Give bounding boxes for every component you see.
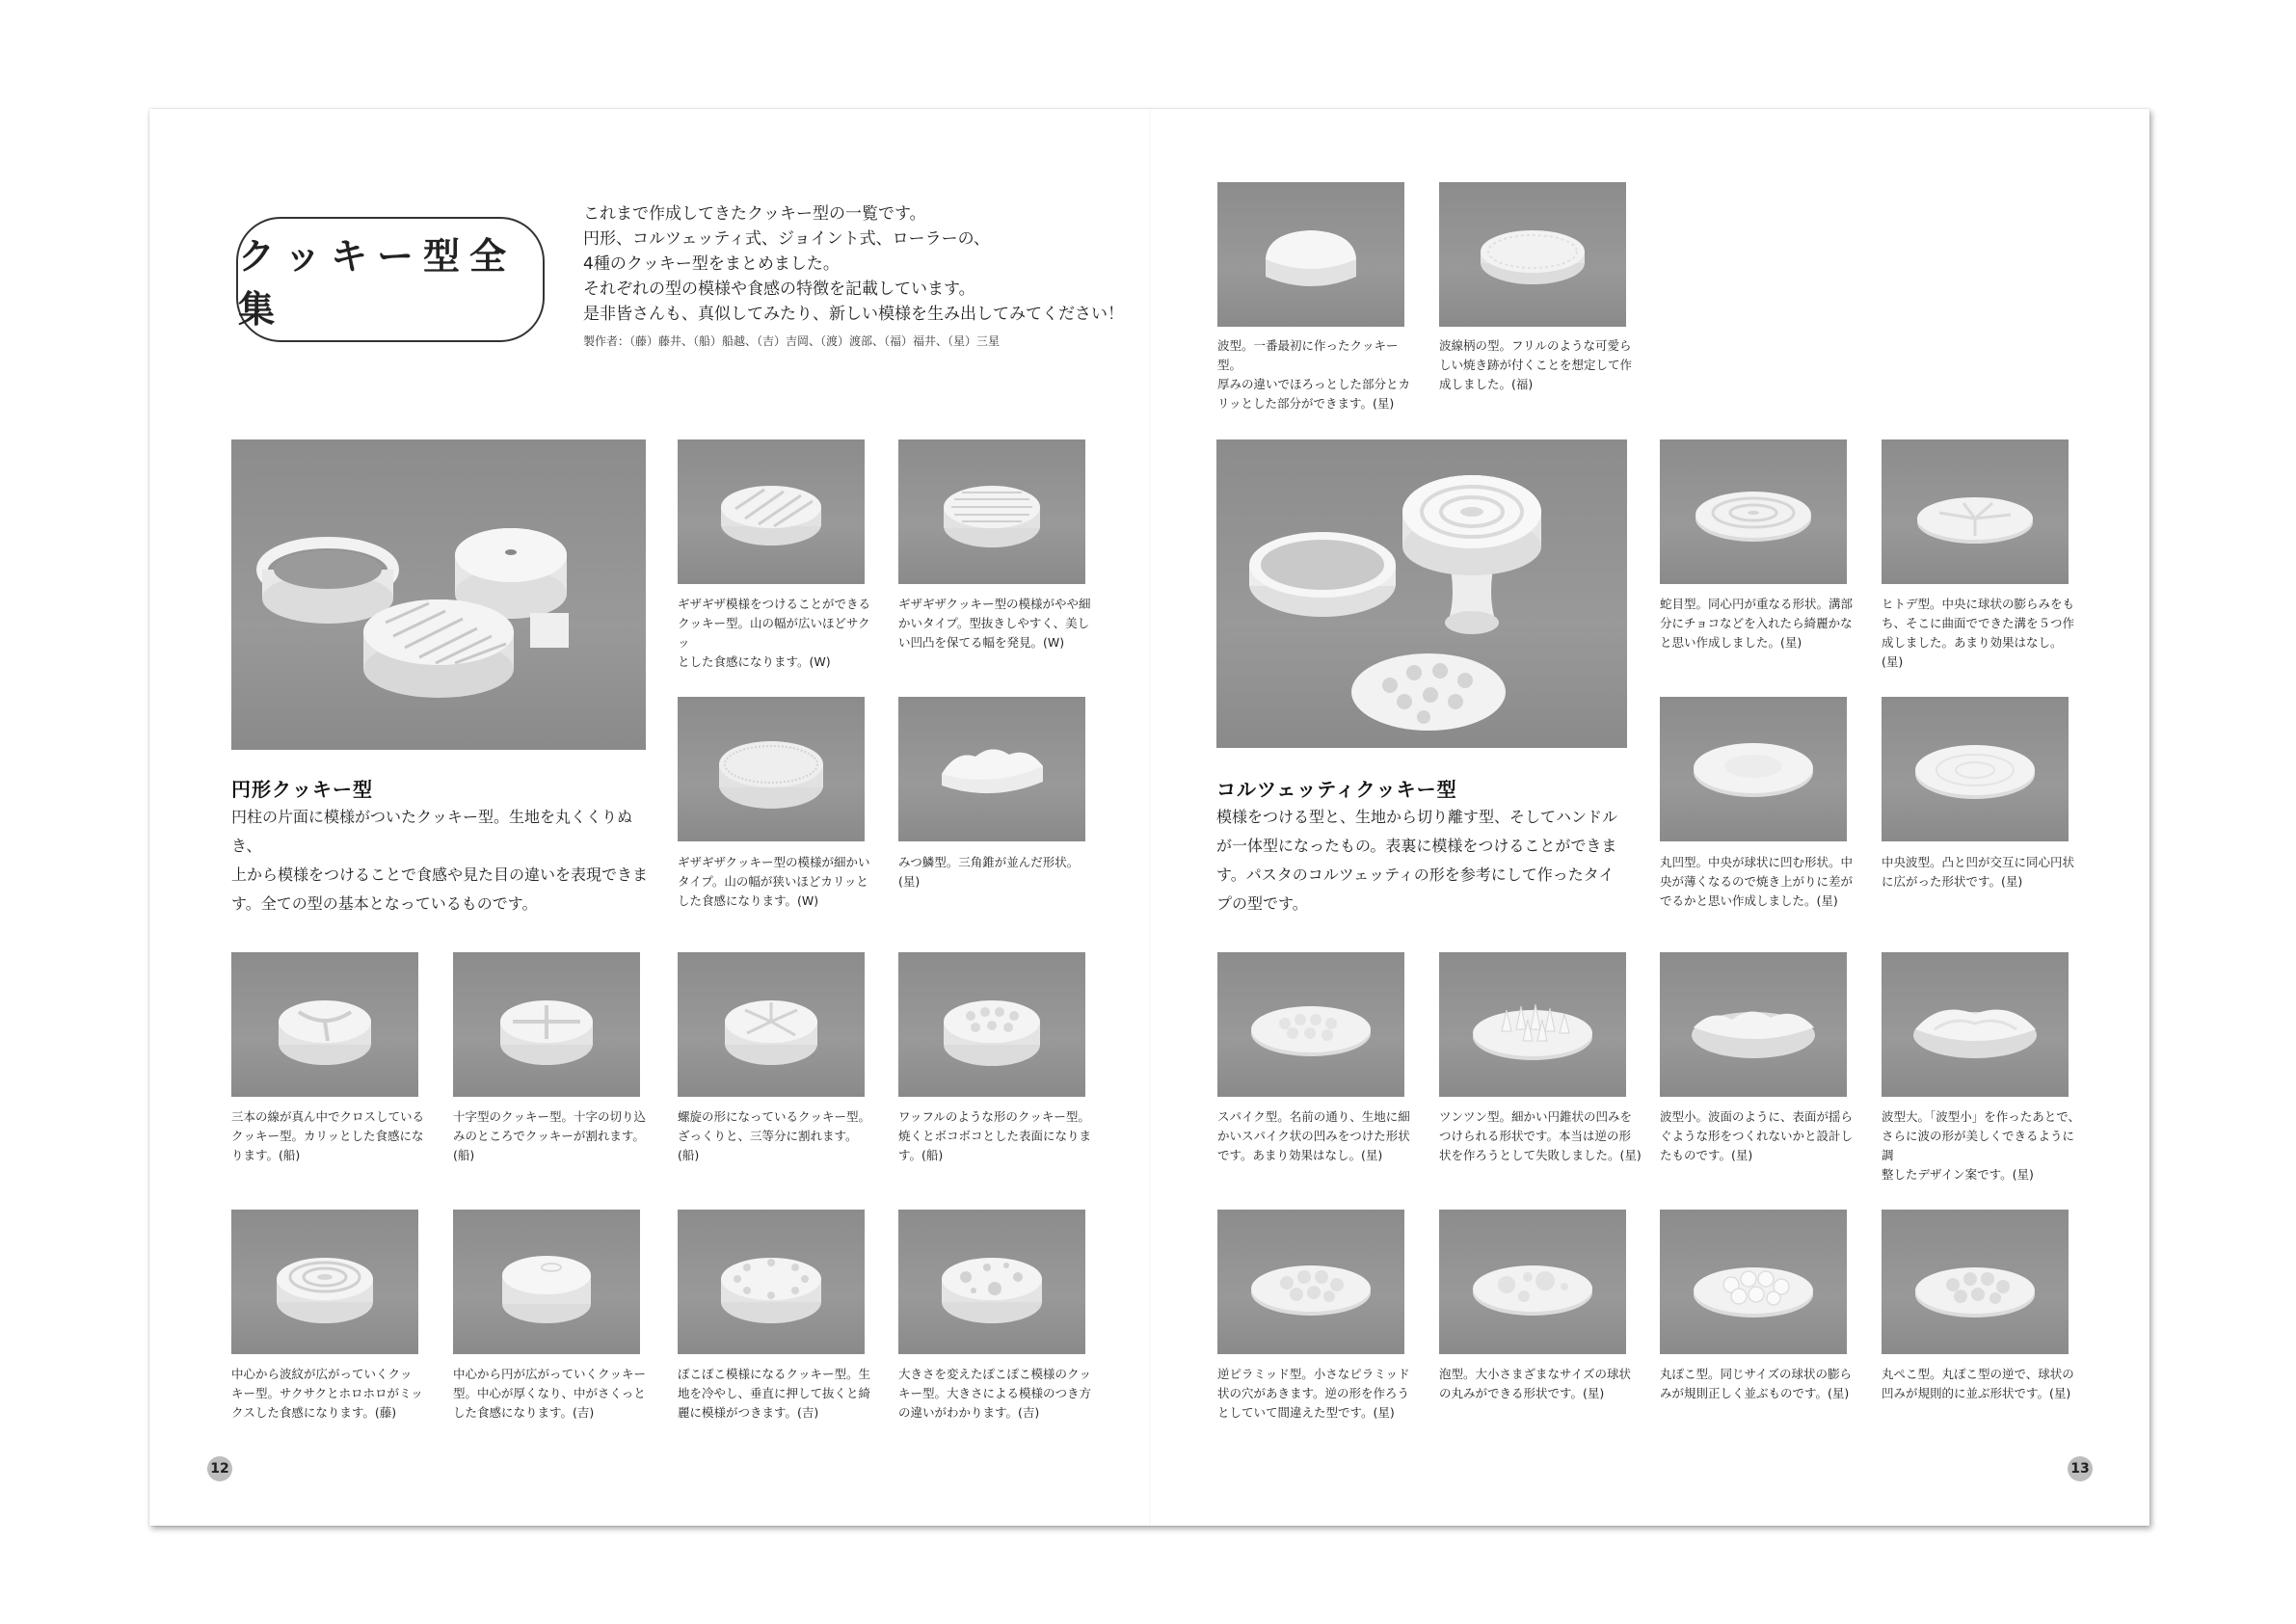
desc-line: 模様をつける型と、生地から切り離す型、そしてハンドル [1216,808,1618,826]
caption-line: 状の穴があきます。逆の形を作ろう [1217,1386,1410,1400]
caption-line: 型。中心が厚くなり、中がさくっと [453,1386,646,1400]
photo-zigzag-fine [678,697,865,841]
caption [1660,853,1857,911]
caption [1882,595,2079,672]
photo-wave-first [1217,182,1404,327]
cookie-mold-set-image [231,439,646,750]
photo-starfish [1882,439,2069,584]
caption [231,1365,424,1423]
magazine-spread [149,109,2149,1526]
photo-round-concave [1660,697,1847,841]
caption-line: つけられる形状です。本当は逆の形 [1439,1129,1632,1143]
gutter [1149,109,1151,1526]
desc-line: す。パスタのコルツェッティの形を参考にして作ったタイ [1216,865,1615,884]
caption [678,853,870,911]
caption-line: ります。(船) [231,1148,301,1162]
caption [1217,1365,1420,1423]
caption-line: スパイク型。名前の通り、生地に細 [1217,1109,1410,1124]
photo-ripple [231,1210,418,1354]
caption-line: 地を冷やし、垂直に押して抜くと綺 [678,1386,871,1400]
caption-line: 十字型のクッキー型。十字の切り込 [453,1109,647,1124]
caption-line: タイプ。山の幅が狭いほどカリッと [678,874,868,889]
section-title-round: 円形クッキー型 [231,778,373,801]
caption-line: した食感になります。(吉) [453,1405,595,1420]
caption-line: 逆ピラミッド型。小さなピラミッド [1217,1367,1410,1381]
section-desc-round [231,803,655,918]
caption-line: 丸ぽこ型。同じサイズの球状の膨ら [1660,1367,1853,1381]
caption-line: キー型。サクサクとホロホロがミッ [231,1386,423,1400]
caption-line: した食感になります。(W) [678,893,819,908]
intro-line: 4種のクッキー型をまとめました。 [583,254,840,274]
caption-line: です。あまり効果はなし。(星) [1217,1148,1383,1162]
caption-line: ヒトデ型。中央に球状の膨らみをも [1882,597,2075,611]
photo-tsuntsun [1439,952,1626,1097]
caption-line: (船) [453,1148,475,1162]
caption-line: しい焼き跡が付くことを想定して作 [1439,358,1633,372]
caption-line: 丸ぺこ型。丸ぽこ型の逆で、球状の [1882,1367,2074,1381]
caption [898,1365,1091,1423]
caption-line: 三本の線が真ん中でクロスしている [231,1109,425,1124]
caption-line: 大きさを変えたぽこぽこ模様のクッ [898,1367,1092,1381]
caption-line: 麗に模様がつきます。(吉) [678,1405,819,1420]
photo-wave-small [1660,952,1847,1097]
photo-circle-spread [453,1210,640,1354]
photo-spike [1217,952,1404,1097]
caption [1882,1107,2084,1185]
caption-line: でるかと思い作成しました。(星) [1660,893,1838,908]
caption-line: 成しました。(福) [1439,377,1534,391]
caption-line: クッキー型。山の幅が広いほどサクッ [678,616,870,650]
photo-three-line [231,952,418,1097]
caption [898,1107,1091,1165]
caption-line: と思い作成しました。(星) [1660,635,1802,650]
caption-line: かいタイプ。型抜きしやすく、美し [898,616,1090,630]
photo-scale [898,697,1085,841]
caption-line: 状を作ろうとして失敗しました。(星) [1439,1148,1642,1162]
section-desc-corzetti [1216,803,1641,918]
caption [1660,595,1857,652]
photo-zigzag-wide [678,439,865,584]
caption [898,595,1091,652]
intro-line: これまで作成してきたクッキー型の一覧です。 [583,204,926,224]
photo-maru-peko [1882,1210,2069,1354]
photo-corzetti-set [1216,439,1627,748]
caption [898,853,1091,892]
caption-line: 波線柄の型。フリルのような可愛ら [1439,338,1632,353]
caption-line: い凹凸を保てる幅を発見。(W) [898,635,1065,650]
caption-line: ツンツン型。細かい円錐状の凹みを [1439,1109,1633,1124]
caption [1439,1365,1642,1403]
photo-zigzag-medium [898,439,1085,584]
caption [1660,1107,1857,1165]
caption [1882,1365,2084,1403]
photo-wavy-line [1439,182,1626,327]
photo-dots [678,1210,865,1354]
caption-line: の丸みができる形状です。(星) [1439,1386,1605,1400]
caption [678,595,870,672]
caption-line: 厚みの違いでほろっとした部分とカ [1217,377,1411,391]
caption-line: クスした食感になります。(藤) [231,1405,397,1420]
photo-bubble [1439,1210,1626,1354]
caption-line: 焼くとボコボコとした表面になりま [898,1129,1092,1143]
caption [1217,1107,1415,1165]
caption [453,1365,646,1423]
caption-line: かいスパイク状の凹みをつけた形状 [1217,1129,1410,1143]
caption-line: 波型。一番最初に作ったクッキー型。 [1217,338,1399,372]
caption-line: としていて間違えた型です。(星) [1217,1405,1395,1420]
caption [453,1107,646,1165]
caption-line: みのところでクッキーが割れます。 [453,1129,645,1143]
caption-line: キー型。大きさによる模様のつき方 [898,1386,1092,1400]
corzetti-mold-image [1216,439,1627,748]
caption [1660,1365,1862,1403]
photo-wave-large [1882,952,2069,1097]
photo-maru-poko [1660,1210,1847,1354]
caption-line: 螺旋の形になっているクッキー型。 [678,1109,871,1124]
photo-snake-eye [1660,439,1847,584]
caption-line: ギザギザ模様をつけることができる [678,597,871,611]
caption-line: とした食感になります。(W) [678,654,831,669]
desc-line: 円柱の片面に模様がついたクッキー型。生地を丸くくりぬき、 [231,808,633,855]
caption [1882,853,2079,892]
caption-line: 中央波型。凸と凹が交互に同心円状 [1882,855,2075,869]
caption-line: 中心から波紋が広がっていくクッ [231,1367,413,1381]
caption-line: ギザギザクッキー型の模様がやや細 [898,597,1091,611]
photo-round-set [231,439,646,750]
caption-line: 分にチョコなどを入れたら綺麗かな [1660,616,1853,630]
desc-line: が一体型になったもの。表裏に模様をつけることができま [1216,837,1617,855]
caption [1439,336,1632,394]
desc-line: 上から模様をつけることで食感や見た目の違いを表現できま [231,865,649,884]
caption-line: に広がった形状です。(星) [1882,874,2023,889]
page-number-right: 13 [2068,1456,2093,1481]
caption-line: たものです。(星) [1660,1148,1753,1162]
caption-line: みが規則正しく並ぶものです。(星) [1660,1386,1850,1400]
caption-line: みつ鱗型。三角錐が並んだ形状。(星) [898,855,1080,889]
caption-line: ち、そこに曲面でできた溝を５つ作 [1882,616,2075,630]
credits: 製作者：（藤）藤井、（船）船越、（吉）吉岡、（渡）渡部、（福）福井、（星）三星 [583,334,1001,348]
caption [1217,336,1410,413]
caption-line: 波型大。「波型小」を作ったあとで、 [1882,1109,2081,1124]
caption-line: 央が薄くなるので焼き上がりに差が [1660,874,1854,889]
caption-line: 中心から円が広がっていくクッキー [453,1367,647,1381]
caption-line: ざっくりと、三等分に割れます。(船) [678,1129,858,1162]
caption [678,1365,870,1423]
intro-line: それぞれの型の模様や食感の特徴を記載しています。 [583,280,975,299]
caption-line: す。(船) [898,1148,944,1162]
caption-line: 成しました。あまり効果はなし。(星) [1882,635,2063,669]
caption [231,1107,424,1165]
section-title-corzetti: コルツェッティクッキー型 [1216,778,1457,801]
caption-line: ワッフルのような形のクッキー型。 [898,1109,1090,1124]
caption-line: 凹みが規則的に並ぶ形状です。(星) [1882,1386,2071,1400]
caption-line: ぐような形をつくれないかと設計し [1660,1129,1854,1143]
caption-line: の違いがわかります。(吉) [898,1405,1040,1420]
caption-line: 泡型。大小さまざまなサイズの球状 [1439,1367,1632,1381]
desc-line: す。全ての型の基本となっているものです。 [231,894,538,913]
intro-text [583,201,1123,327]
caption-line: ぽこぽこ模様になるクッキー型。生 [678,1367,871,1381]
caption-line: ギザギザクッキー型の模様が細かい [678,855,870,869]
caption [678,1107,870,1165]
photo-dots-sizes [898,1210,1085,1354]
intro-line: 円形、コルツェッティ式、ジョイント式、ローラーの、 [583,229,990,249]
caption-line: リッとした部分ができます。(星) [1217,396,1395,411]
photo-inverse-pyramid [1217,1210,1404,1354]
photo-spiral [678,952,865,1097]
page-number-left: 12 [207,1456,232,1481]
photo-waffle [898,952,1085,1097]
caption-line: さらに波の形が美しくできるように調 [1882,1129,2075,1162]
intro-line: 是非皆さんも、真似してみたり、新しい模様を生み出してみてください！ [583,305,1124,324]
desc-line: プの型です。 [1216,894,1308,913]
caption-line: 波型小。波面のように、表面が揺ら [1660,1109,1854,1124]
caption-line: 蛇目型。同心円が重なる形状。溝部 [1660,597,1854,611]
caption-line: クッキー型。カリッとした食感にな [231,1129,424,1143]
photo-cross [453,952,640,1097]
caption-line: 整したデザイン案です。(星) [1882,1167,2034,1182]
caption-line: 丸凹型。中央が球状に凹む形状。中 [1660,855,1854,869]
page-title: クッキー型全集 [236,217,545,342]
caption [1439,1107,1642,1165]
photo-center-wave [1882,697,2069,841]
